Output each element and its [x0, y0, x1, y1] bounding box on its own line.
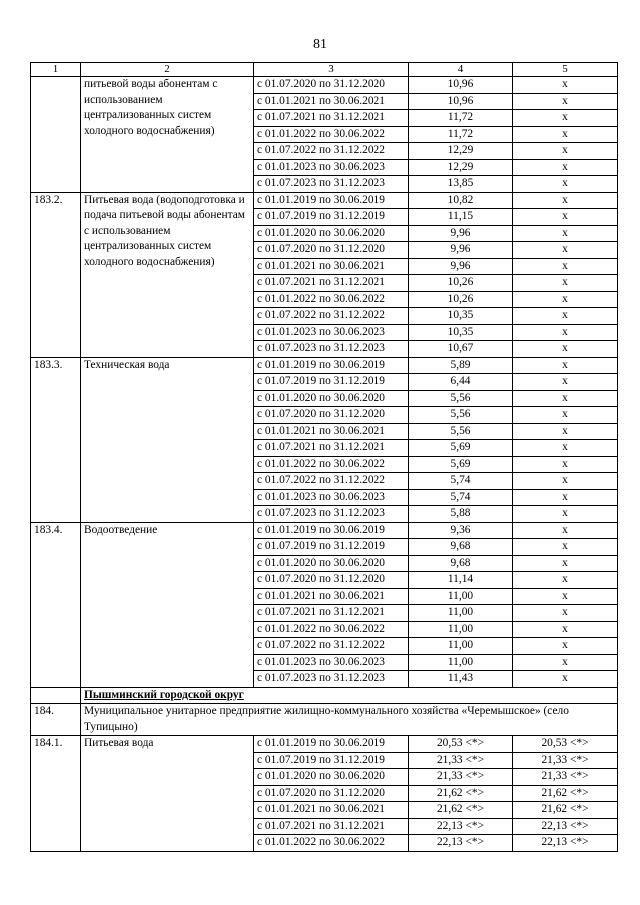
table-row: [31, 522, 618, 539]
tariff-value-vat: х: [513, 506, 618, 523]
tariff-value-vat: 22,13 <*>: [513, 818, 618, 835]
column-header: 4: [409, 63, 513, 77]
tariff-value-vat: х: [513, 374, 618, 391]
section-title: Пышминский городской округ: [81, 687, 618, 704]
empty-cell: [31, 687, 81, 704]
period-cell: с 01.07.2020 по 31.12.2020: [254, 407, 409, 424]
tariff-value: 22,13 <*>: [409, 835, 513, 852]
period-cell: с 01.01.2021 по 30.06.2021: [254, 588, 409, 605]
period-cell: с 01.07.2023 по 31.12.2023: [254, 506, 409, 523]
tariff-value: 9,68: [409, 555, 513, 572]
item-number: 183.2.: [31, 192, 81, 357]
tariff-value-vat: х: [513, 209, 618, 226]
tariff-value-vat: х: [513, 126, 618, 143]
tariff-table: [30, 62, 618, 852]
tariff-value: 10,96: [409, 77, 513, 94]
tariff-value: 11,43: [409, 671, 513, 688]
tariff-value: 22,13 <*>: [409, 818, 513, 835]
table-row: [31, 192, 618, 209]
period-cell: с 01.07.2022 по 31.12.2022: [254, 473, 409, 490]
tariff-value: 20,53 <*>: [409, 736, 513, 753]
table-row: [31, 77, 618, 94]
period-cell: с 01.07.2021 по 31.12.2021: [254, 605, 409, 622]
item-name: питьевой воды абонентам с использованием централизованных систем холодного водоснабжения): [81, 77, 254, 193]
period-cell: с 01.07.2023 по 31.12.2023: [254, 671, 409, 688]
tariff-value: 12,29: [409, 159, 513, 176]
item-number: [31, 77, 81, 193]
period-cell: с 01.01.2022 по 30.06.2022: [254, 291, 409, 308]
table-row: [31, 736, 618, 753]
table-row: [31, 357, 618, 374]
tariff-value-vat: х: [513, 473, 618, 490]
period-cell: с 01.07.2019 по 31.12.2019: [254, 374, 409, 391]
period-cell: с 01.07.2021 по 31.12.2021: [254, 110, 409, 127]
tariff-value: 5,56: [409, 390, 513, 407]
period-cell: с 01.01.2019 по 30.06.2019: [254, 357, 409, 374]
tariff-value-vat: х: [513, 324, 618, 341]
tariff-value: 11,15: [409, 209, 513, 226]
tariff-value-vat: х: [513, 143, 618, 160]
tariff-value: 21,33 <*>: [409, 769, 513, 786]
organization-row: [31, 704, 618, 736]
column-header: 1: [31, 63, 81, 77]
tariff-value-vat: х: [513, 456, 618, 473]
tariff-value-vat: х: [513, 341, 618, 358]
tariff-value-vat: х: [513, 242, 618, 259]
tariff-value-vat: х: [513, 176, 618, 193]
tariff-value-vat: х: [513, 555, 618, 572]
tariff-value: 5,69: [409, 456, 513, 473]
tariff-value-vat: х: [513, 291, 618, 308]
period-cell: с 01.01.2022 по 30.06.2022: [254, 621, 409, 638]
tariff-value-vat: х: [513, 489, 618, 506]
tariff-value: 6,44: [409, 374, 513, 391]
period-cell: с 01.07.2020 по 31.12.2020: [254, 77, 409, 94]
tariff-value-vat: х: [513, 539, 618, 556]
item-number: 184.: [31, 704, 81, 736]
period-cell: с 01.01.2019 по 30.06.2019: [254, 522, 409, 539]
tariff-value-vat: х: [513, 77, 618, 94]
tariff-value-vat: х: [513, 275, 618, 292]
column-header: 5: [513, 63, 618, 77]
tariff-value-vat: х: [513, 308, 618, 325]
tariff-value-vat: х: [513, 440, 618, 457]
tariff-value: 10,82: [409, 192, 513, 209]
tariff-value-vat: х: [513, 423, 618, 440]
period-cell: с 01.01.2023 по 30.06.2023: [254, 159, 409, 176]
period-cell: с 01.01.2022 по 30.06.2022: [254, 835, 409, 852]
tariff-value: 21,33 <*>: [409, 752, 513, 769]
period-cell: с 01.07.2021 по 31.12.2021: [254, 275, 409, 292]
table-header-row: [31, 63, 618, 77]
tariff-value-vat: х: [513, 638, 618, 655]
organization-name: Муниципальное унитарное предприятие жилищно-коммунального хозяйства «Черемышское» (село Тупицыно): [81, 704, 618, 736]
tariff-value-vat: х: [513, 588, 618, 605]
column-header: 3: [254, 63, 409, 77]
tariff-value-vat: х: [513, 572, 618, 589]
period-cell: с 01.01.2021 по 30.06.2021: [254, 423, 409, 440]
tariff-value: 11,00: [409, 621, 513, 638]
tariff-value-vat: 20,53 <*>: [513, 736, 618, 753]
tariff-value: 9,36: [409, 522, 513, 539]
tariff-value: 21,62 <*>: [409, 802, 513, 819]
item-number: 183.4.: [31, 522, 81, 687]
tariff-value-vat: х: [513, 621, 618, 638]
tariff-value: 21,62 <*>: [409, 785, 513, 802]
period-cell: с 01.07.2023 по 31.12.2023: [254, 176, 409, 193]
tariff-value-vat: 21,62 <*>: [513, 802, 618, 819]
tariff-value: 10,35: [409, 324, 513, 341]
period-cell: с 01.01.2020 по 30.06.2020: [254, 555, 409, 572]
tariff-value: 5,89: [409, 357, 513, 374]
tariff-value: 11,72: [409, 126, 513, 143]
tariff-value: 5,74: [409, 473, 513, 490]
tariff-value-vat: х: [513, 357, 618, 374]
item-name: Водоотведение: [81, 522, 254, 687]
tariff-value-vat: х: [513, 605, 618, 622]
item-number: 184.1.: [31, 736, 81, 852]
period-cell: с 01.07.2019 по 31.12.2019: [254, 209, 409, 226]
tariff-value: 9,96: [409, 242, 513, 259]
period-cell: с 01.07.2019 по 31.12.2019: [254, 752, 409, 769]
column-header: 2: [81, 63, 254, 77]
period-cell: с 01.01.2021 по 30.06.2021: [254, 258, 409, 275]
tariff-value-vat: х: [513, 258, 618, 275]
tariff-value-vat: 21,33 <*>: [513, 752, 618, 769]
period-cell: с 01.07.2020 по 31.12.2020: [254, 242, 409, 259]
tariff-value: 11,14: [409, 572, 513, 589]
tariff-value: 11,72: [409, 110, 513, 127]
tariff-value: 10,67: [409, 341, 513, 358]
tariff-value-vat: 22,13 <*>: [513, 835, 618, 852]
period-cell: с 01.01.2022 по 30.06.2022: [254, 126, 409, 143]
tariff-value-vat: х: [513, 654, 618, 671]
tariff-value-vat: х: [513, 390, 618, 407]
period-cell: с 01.01.2020 по 30.06.2020: [254, 390, 409, 407]
tariff-value: 12,29: [409, 143, 513, 160]
tariff-value: 10,96: [409, 93, 513, 110]
tariff-value-vat: х: [513, 522, 618, 539]
tariff-value: 9,68: [409, 539, 513, 556]
tariff-value: 5,88: [409, 506, 513, 523]
tariff-value: 5,74: [409, 489, 513, 506]
period-cell: с 01.01.2022 по 30.06.2022: [254, 456, 409, 473]
section-row: [31, 687, 618, 704]
period-cell: с 01.01.2020 по 30.06.2020: [254, 769, 409, 786]
item-number: 183.3.: [31, 357, 81, 522]
page-number: 81: [313, 37, 327, 52]
period-cell: с 01.01.2019 по 30.06.2019: [254, 736, 409, 753]
item-name: Питьевая вода: [81, 736, 254, 852]
tariff-value-vat: 21,62 <*>: [513, 785, 618, 802]
tariff-value: 10,35: [409, 308, 513, 325]
tariff-value-vat: х: [513, 407, 618, 424]
tariff-value: 9,96: [409, 225, 513, 242]
period-cell: с 01.07.2020 по 31.12.2020: [254, 572, 409, 589]
tariff-value-vat: 21,33 <*>: [513, 769, 618, 786]
period-cell: с 01.07.2023 по 31.12.2023: [254, 341, 409, 358]
period-cell: с 01.07.2021 по 31.12.2021: [254, 818, 409, 835]
tariff-value-vat: х: [513, 192, 618, 209]
period-cell: с 01.01.2023 по 30.06.2023: [254, 654, 409, 671]
tariff-value-vat: х: [513, 225, 618, 242]
tariff-value-vat: х: [513, 159, 618, 176]
period-cell: с 01.01.2019 по 30.06.2019: [254, 192, 409, 209]
tariff-value-vat: х: [513, 93, 618, 110]
period-cell: с 01.01.2020 по 30.06.2020: [254, 225, 409, 242]
item-name: Питьевая вода (водоподготовка и подача питьевой воды абонентам с использованием централизованных систем холодного водоснабжения): [81, 192, 254, 357]
tariff-value: 11,00: [409, 654, 513, 671]
period-cell: с 01.07.2021 по 31.12.2021: [254, 440, 409, 457]
period-cell: с 01.07.2022 по 31.12.2022: [254, 143, 409, 160]
tariff-value: 5,69: [409, 440, 513, 457]
period-cell: с 01.07.2020 по 31.12.2020: [254, 785, 409, 802]
period-cell: с 01.01.2023 по 30.06.2023: [254, 324, 409, 341]
tariff-value-vat: х: [513, 671, 618, 688]
item-name: Техническая вода: [81, 357, 254, 522]
tariff-value: 13,85: [409, 176, 513, 193]
period-cell: с 01.01.2023 по 30.06.2023: [254, 489, 409, 506]
tariff-value: 5,56: [409, 423, 513, 440]
tariff-value: 11,00: [409, 605, 513, 622]
period-cell: с 01.01.2021 по 30.06.2021: [254, 802, 409, 819]
tariff-value: 5,56: [409, 407, 513, 424]
tariff-value: 11,00: [409, 638, 513, 655]
tariff-value: 10,26: [409, 291, 513, 308]
tariff-value: 10,26: [409, 275, 513, 292]
period-cell: с 01.01.2021 по 30.06.2021: [254, 93, 409, 110]
tariff-value-vat: х: [513, 110, 618, 127]
period-cell: с 01.07.2022 по 31.12.2022: [254, 638, 409, 655]
period-cell: с 01.07.2022 по 31.12.2022: [254, 308, 409, 325]
tariff-value: 9,96: [409, 258, 513, 275]
tariff-value: 11,00: [409, 588, 513, 605]
period-cell: с 01.07.2019 по 31.12.2019: [254, 539, 409, 556]
